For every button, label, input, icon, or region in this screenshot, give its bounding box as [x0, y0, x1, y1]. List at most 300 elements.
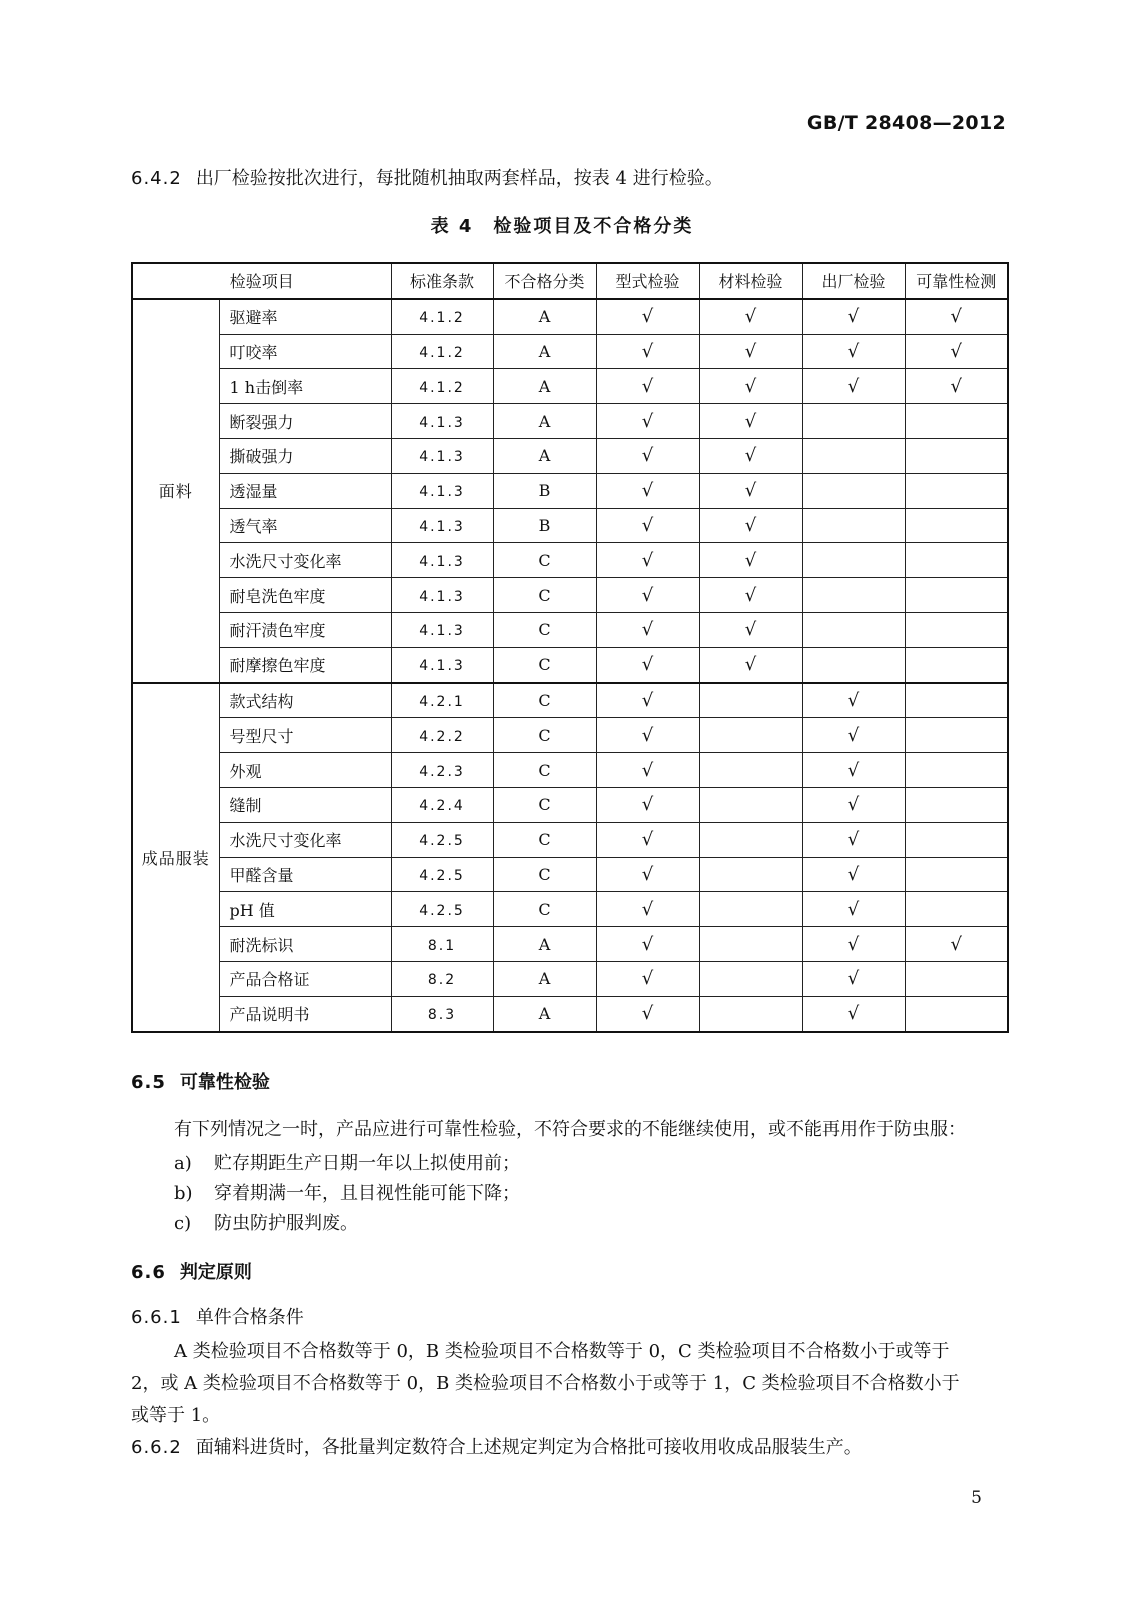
standard-code: GB/T 28408—2012 [806, 112, 1006, 134]
check-mark-icon: √ [744, 375, 757, 397]
item-cell: 透湿量 [219, 473, 391, 508]
reliability-test-cell [905, 961, 1008, 996]
type-test-cell [596, 787, 699, 822]
class-cell [493, 892, 596, 927]
check-mark-icon: √ [847, 863, 860, 885]
section-title: 单件合格条件 [195, 1307, 304, 1328]
class-cell [493, 961, 596, 996]
table-row [132, 508, 1008, 543]
factory-test-cell [802, 892, 905, 927]
check-mark-icon: √ [744, 410, 757, 432]
table-row [132, 647, 1008, 682]
item-cell: 耐汗渍色牢度 [219, 612, 391, 647]
type-test-cell [596, 927, 699, 962]
material-test-cell [699, 996, 802, 1031]
check-mark-icon: √ [847, 794, 860, 816]
factory-test-cell [802, 787, 905, 822]
reliability-test-cell [905, 578, 1008, 613]
clause-cell [391, 718, 493, 753]
clause-cell [391, 892, 493, 927]
factory-test-cell [802, 753, 905, 788]
clause-cell [391, 822, 493, 857]
factory-test-cell [802, 612, 905, 647]
item-cell: 产品说明书 [219, 996, 391, 1031]
check-mark-icon: √ [847, 933, 860, 955]
section-number: 6.4.2 [131, 168, 182, 189]
type-test-cell [596, 578, 699, 613]
clause-cell-text: 4.1.3 [419, 449, 465, 466]
class-cell-text: A [538, 1004, 551, 1024]
check-mark-icon: √ [641, 410, 654, 432]
section-number: 6.6 [131, 1262, 166, 1283]
clause-cell [391, 857, 493, 892]
clause-cell-text: 8.3 [427, 1007, 457, 1024]
check-mark-icon: √ [641, 898, 654, 920]
type-test-cell [596, 647, 699, 682]
item-cell: 耐皂洗色牢度 [219, 578, 391, 613]
table-row [132, 299, 1008, 334]
clause-cell-text: 4.2.3 [419, 763, 465, 780]
factory-test-cell [802, 404, 905, 439]
table-row [132, 473, 1008, 508]
clause-cell-text: 4.1.3 [419, 518, 465, 535]
check-mark-icon: √ [950, 375, 962, 397]
class-cell-text: C [538, 655, 551, 675]
item-cell: 驱避率 [219, 299, 391, 334]
table-row [132, 892, 1008, 927]
list-item-text: 穿着期满一年，且目视性能可能下降； [214, 1183, 520, 1204]
section-6-6-heading [131, 1260, 252, 1286]
table-row [132, 334, 1008, 369]
clause-cell-text: 4.1.2 [419, 344, 465, 361]
factory-test-cell [802, 299, 905, 334]
class-cell-text: C [538, 620, 551, 640]
check-mark-icon: √ [847, 724, 860, 746]
table-row [132, 404, 1008, 439]
table-row [132, 753, 1008, 788]
clause-cell [391, 927, 493, 962]
class-cell-text: C [538, 550, 551, 570]
class-cell [493, 927, 596, 962]
class-cell [493, 753, 596, 788]
factory-test-cell [802, 857, 905, 892]
type-test-cell [596, 961, 699, 996]
check-mark-icon: √ [744, 340, 757, 362]
class-cell [493, 404, 596, 439]
class-cell [493, 334, 596, 369]
section-6-5-heading [131, 1070, 270, 1096]
class-cell-text: B [538, 515, 551, 535]
section-6-4-2 [131, 166, 723, 192]
reliability-test-cell [905, 892, 1008, 927]
factory-test-cell [802, 822, 905, 857]
class-cell-text: A [538, 341, 551, 361]
factory-test-cell [802, 578, 905, 613]
class-cell-text: B [538, 481, 551, 501]
clause-cell [391, 787, 493, 822]
factory-test-cell [802, 647, 905, 682]
class-cell [493, 683, 596, 718]
check-mark-icon: √ [641, 514, 654, 536]
type-test-cell [596, 299, 699, 334]
check-mark-icon: √ [641, 724, 654, 746]
type-test-cell [596, 334, 699, 369]
item-cell: 断裂强力 [219, 404, 391, 439]
class-cell [493, 438, 596, 473]
factory-test-cell [802, 369, 905, 404]
type-test-cell [596, 438, 699, 473]
item-cell: 耐摩擦色牢度 [219, 647, 391, 682]
clause-cell [391, 753, 493, 788]
table-header-row [132, 263, 1008, 299]
factory-test-cell [802, 473, 905, 508]
class-cell-text: A [538, 376, 551, 396]
check-mark-icon: √ [641, 375, 654, 397]
type-test-cell [596, 892, 699, 927]
check-mark-icon: √ [847, 829, 860, 851]
clause-cell-text: 4.1.3 [419, 553, 465, 570]
type-test-cell [596, 718, 699, 753]
factory-test-cell [802, 961, 905, 996]
class-cell [493, 578, 596, 613]
class-cell-text: C [538, 795, 551, 815]
check-mark-icon: √ [641, 933, 654, 955]
clause-cell [391, 334, 493, 369]
type-test-cell [596, 996, 699, 1031]
class-cell-text: C [538, 864, 551, 884]
section-title: 可靠性检验 [179, 1072, 270, 1093]
reliability-test-cell [905, 543, 1008, 578]
list-item-text: 贮存期距生产日期一年以上拟使用前； [214, 1153, 520, 1174]
material-test-cell [699, 892, 802, 927]
clause-cell-text: 4.2.4 [419, 798, 465, 815]
clause-cell [391, 543, 493, 578]
class-cell-text: A [538, 969, 551, 989]
clause-cell [391, 996, 493, 1031]
factory-test-cell [802, 927, 905, 962]
type-test-cell [596, 753, 699, 788]
type-test-cell [596, 822, 699, 857]
material-test-cell [699, 299, 802, 334]
class-cell [493, 473, 596, 508]
reliability-test-cell [905, 438, 1008, 473]
item-cell: 叮咬率 [219, 334, 391, 369]
type-test-cell [596, 508, 699, 543]
factory-test-cell [802, 334, 905, 369]
check-mark-icon: √ [847, 898, 860, 920]
check-mark-icon: √ [641, 340, 654, 362]
table-row [132, 683, 1008, 718]
group-cell: 面料 [132, 299, 219, 683]
type-test-cell [596, 369, 699, 404]
material-test-cell [699, 787, 802, 822]
clause-cell-text: 8.1 [427, 937, 457, 954]
type-test-cell [596, 473, 699, 508]
clause-cell [391, 508, 493, 543]
header-nonconformity-class: 不合格分类 [493, 263, 596, 299]
clause-cell [391, 647, 493, 682]
clause-cell [391, 404, 493, 439]
list-item-text: 防虫防护服判废。 [214, 1213, 358, 1234]
class-cell [493, 299, 596, 334]
material-test-cell [699, 543, 802, 578]
inspection-table [131, 262, 1009, 1033]
check-mark-icon: √ [847, 340, 860, 362]
class-cell-text: C [538, 725, 551, 745]
clause-cell [391, 369, 493, 404]
header-inspection-item: 检验项目 [132, 263, 391, 299]
reliability-test-cell [905, 647, 1008, 682]
list-item-label: c) [174, 1213, 192, 1234]
clause-cell-text: 4.1.3 [419, 588, 465, 605]
check-mark-icon: √ [641, 654, 654, 676]
check-mark-icon: √ [950, 340, 962, 362]
section-6-6-1-line: 2，或 A 类检验项目不合格数等于 0，B 类检验项目不合格数小于或等于 1，C 类检验项目不合格数小于 [131, 1373, 960, 1394]
check-mark-icon: √ [641, 306, 654, 328]
reliability-test-cell [905, 612, 1008, 647]
table-row [132, 927, 1008, 962]
list-item-label: b) [174, 1183, 193, 1204]
class-cell-text: A [538, 934, 551, 954]
class-cell-text: C [538, 760, 551, 780]
clause-cell-text: 4.1.3 [419, 414, 465, 431]
table-row [132, 822, 1008, 857]
clause-cell [391, 961, 493, 996]
clause-cell [391, 683, 493, 718]
material-test-cell [699, 508, 802, 543]
item-cell: 透气率 [219, 508, 391, 543]
reliability-test-cell [905, 369, 1008, 404]
check-mark-icon: √ [641, 759, 654, 781]
section-text: 出厂检验按批次进行，每批随机抽取两套样品，按表 4 进行检验。 [195, 168, 723, 189]
factory-test-cell [802, 996, 905, 1031]
material-test-cell [699, 473, 802, 508]
clause-cell-text: 4.2.5 [419, 833, 465, 850]
clause-cell-text: 4.1.3 [419, 623, 465, 640]
table-body [132, 299, 1008, 1032]
material-test-cell [699, 822, 802, 857]
class-cell [493, 822, 596, 857]
item-cell: 耐洗标识 [219, 927, 391, 962]
clause-cell [391, 473, 493, 508]
check-mark-icon: √ [641, 549, 654, 571]
class-cell [493, 369, 596, 404]
table-row [132, 369, 1008, 404]
item-cell: 产品合格证 [219, 961, 391, 996]
list-item [174, 1151, 520, 1177]
reliability-test-cell [905, 718, 1008, 753]
reliability-test-cell [905, 508, 1008, 543]
check-mark-icon: √ [847, 759, 860, 781]
type-test-cell [596, 683, 699, 718]
factory-test-cell [802, 683, 905, 718]
material-test-cell [699, 753, 802, 788]
clause-cell-text: 4.2.2 [419, 728, 465, 745]
header-reliability-test: 可靠性检测 [905, 263, 1008, 299]
check-mark-icon: √ [744, 549, 757, 571]
check-mark-icon: √ [744, 619, 757, 641]
reliability-test-cell [905, 473, 1008, 508]
reliability-test-cell [905, 822, 1008, 857]
list-item [174, 1211, 358, 1237]
material-test-cell [699, 961, 802, 996]
check-mark-icon: √ [744, 445, 757, 467]
material-test-cell [699, 647, 802, 682]
section-6-6-1-heading [131, 1305, 304, 1331]
type-test-cell [596, 612, 699, 647]
clause-cell [391, 299, 493, 334]
section-number: 6.5 [131, 1072, 166, 1093]
clause-cell-text: 4.1.3 [419, 658, 465, 675]
material-test-cell [699, 927, 802, 962]
reliability-test-cell [905, 996, 1008, 1031]
factory-test-cell [802, 718, 905, 753]
item-cell: 号型尺寸 [219, 718, 391, 753]
reliability-test-cell [905, 299, 1008, 334]
class-cell [493, 718, 596, 753]
class-cell-text: C [538, 585, 551, 605]
class-cell-text: C [538, 830, 551, 850]
item-cell: 水洗尺寸变化率 [219, 822, 391, 857]
table-row [132, 578, 1008, 613]
class-cell [493, 543, 596, 578]
section-text: 面辅料进货时，各批量判定数符合上述规定判定为合格批可接收用收成品服装生产。 [195, 1437, 862, 1458]
clause-cell-text: 4.2.1 [419, 693, 465, 710]
check-mark-icon: √ [847, 689, 860, 711]
section-6-5-intro: 有下列情况之一时，产品应进行可靠性检验，不符合要求的不能继续使用，或不能再用作于防虫服： [174, 1119, 966, 1140]
type-test-cell [596, 543, 699, 578]
class-cell-text: A [538, 411, 551, 431]
class-cell [493, 996, 596, 1031]
table-caption: 表 4 检验项目及不合格分类 [430, 216, 694, 237]
header-factory-test: 出厂检验 [802, 263, 905, 299]
section-6-6-1-line: A 类检验项目不合格数等于 0，B 类检验项目不合格数等于 0，C 类检验项目不合格数小于或等于 [174, 1341, 950, 1362]
section-number: 6.6.1 [131, 1307, 182, 1328]
page-number: 5 [971, 1488, 982, 1508]
class-cell-text: C [538, 690, 551, 710]
type-test-cell [596, 857, 699, 892]
item-cell: 缝制 [219, 787, 391, 822]
material-test-cell [699, 578, 802, 613]
check-mark-icon: √ [641, 1003, 654, 1025]
table-row [132, 612, 1008, 647]
table-row [132, 787, 1008, 822]
check-mark-icon: √ [744, 514, 757, 536]
check-mark-icon: √ [744, 584, 757, 606]
material-test-cell [699, 612, 802, 647]
check-mark-icon: √ [950, 306, 962, 328]
material-test-cell [699, 718, 802, 753]
table-row [132, 718, 1008, 753]
reliability-test-cell [905, 857, 1008, 892]
table-row [132, 961, 1008, 996]
class-cell-text: C [538, 899, 551, 919]
item-cell: 水洗尺寸变化率 [219, 543, 391, 578]
clause-cell [391, 438, 493, 473]
section-6-6-2 [131, 1435, 862, 1461]
class-cell [493, 612, 596, 647]
header-material-test: 材料检验 [699, 263, 802, 299]
clause-cell-text: 4.1.3 [419, 484, 465, 501]
table-row [132, 438, 1008, 473]
factory-test-cell [802, 508, 905, 543]
check-mark-icon: √ [641, 445, 654, 467]
clause-cell [391, 612, 493, 647]
class-cell [493, 857, 596, 892]
section-6-6-1-line: 或等于 1。 [131, 1405, 221, 1426]
check-mark-icon: √ [641, 863, 654, 885]
clause-cell [391, 578, 493, 613]
check-mark-icon: √ [847, 306, 860, 328]
table-row [132, 996, 1008, 1031]
material-test-cell [699, 404, 802, 439]
clause-cell-text: 4.1.2 [419, 379, 465, 396]
check-mark-icon: √ [950, 933, 962, 955]
table-row [132, 857, 1008, 892]
reliability-test-cell [905, 683, 1008, 718]
check-mark-icon: √ [641, 794, 654, 816]
clause-cell-text: 4.2.5 [419, 867, 465, 884]
reliability-test-cell [905, 927, 1008, 962]
check-mark-icon: √ [641, 968, 654, 990]
check-mark-icon: √ [641, 480, 654, 502]
check-mark-icon: √ [641, 619, 654, 641]
item-cell: 款式结构 [219, 683, 391, 718]
clause-cell-text: 4.1.2 [419, 310, 465, 327]
list-item [174, 1181, 520, 1207]
type-test-cell [596, 404, 699, 439]
factory-test-cell [802, 438, 905, 473]
check-mark-icon: √ [847, 375, 860, 397]
material-test-cell [699, 334, 802, 369]
material-test-cell [699, 683, 802, 718]
list-item-label: a) [174, 1153, 192, 1174]
item-cell: 撕破强力 [219, 438, 391, 473]
header-type-test: 型式检验 [596, 263, 699, 299]
check-mark-icon: √ [641, 829, 654, 851]
item-cell: 外观 [219, 753, 391, 788]
reliability-test-cell [905, 334, 1008, 369]
section-title: 判定原则 [179, 1262, 252, 1283]
check-mark-icon: √ [847, 1003, 860, 1025]
check-mark-icon: √ [744, 306, 757, 328]
reliability-test-cell [905, 787, 1008, 822]
item-cell: 1 h击倒率 [219, 369, 391, 404]
material-test-cell [699, 438, 802, 473]
clause-cell-text: 8.2 [427, 972, 457, 989]
check-mark-icon: √ [744, 654, 757, 676]
check-mark-icon: √ [641, 689, 654, 711]
check-mark-icon: √ [744, 480, 757, 502]
material-test-cell [699, 857, 802, 892]
item-cell: pH 值 [219, 892, 391, 927]
header-clause: 标准条款 [391, 263, 493, 299]
item-cell: 甲醛含量 [219, 857, 391, 892]
factory-test-cell [802, 543, 905, 578]
section-number: 6.6.2 [131, 1437, 182, 1458]
class-cell [493, 508, 596, 543]
class-cell [493, 647, 596, 682]
class-cell-text: A [538, 446, 551, 466]
class-cell-text: A [538, 307, 551, 327]
table-row [132, 543, 1008, 578]
clause-cell-text: 4.2.5 [419, 902, 465, 919]
reliability-test-cell [905, 753, 1008, 788]
check-mark-icon: √ [641, 584, 654, 606]
reliability-test-cell [905, 404, 1008, 439]
check-mark-icon: √ [847, 968, 860, 990]
material-test-cell [699, 369, 802, 404]
